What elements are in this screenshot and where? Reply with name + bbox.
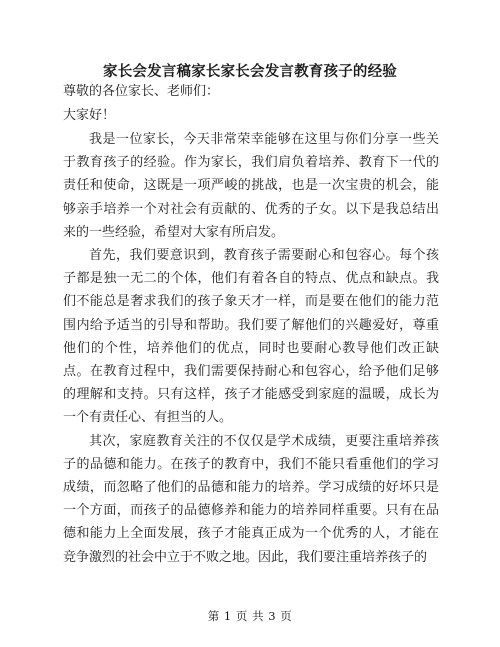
page-number-footer: 第 1 页 共 3 页	[207, 609, 293, 623]
paragraph-character: 其次，家庭教育关注的不仅仅是学术成绩，更要注重培养孩子的品德和能力。在孩子的教育中，我们不能只看重他们的学习成绩，而忽略了他们的品德和能力的培养。学习成绩的好坏只是一个方面，而孩子的品德修养和能力的培养同样重要。只有在品德和能力上全面发展，孩子才能真正成为一个优秀的人，才能在竞争激烈的社会中立于不败之地。因此，我们要注重培养孩子的	[63, 433, 439, 565]
document-body	[63, 80, 439, 569]
paragraph-intro: 我是一位家长，今天非常荣幸能够在这里与你们分享一些关于教育孩子的经验。作为家长，我们肩负着培养、教育下一代的责任和使命，这既是一项严峻的挑战，也是一次宝贵的机会，能够亲手培养一个对社会有贡献的、优秀的子女。以下是我总结出来的一些经验，希望对大家有所启发。	[63, 132, 439, 240]
paragraph-patience: 首先，我们要意识到，教育孩子需要耐心和包容心。每个孩子都是独一无二的个体，他们有着各自的特点、优点和缺点。我们不能总是奢求我们的孩子象天才一样，而是要在他们的能力范围内给予适当的引导和帮助。我们要了解他们的兴趣爱好，尊重他们的个性，培养他们的优点，同时也要耐心教导他们改正缺点。在教育过程中，我们需要保持耐心和包容心，给予他们足够的理解和支持。只有这样，孩子才能感受到家庭的温暖，成长为一个有责任心、有担当的人。	[63, 248, 439, 426]
salutation: 尊敬的各位家长、老师们：	[63, 84, 220, 99]
greeting: 大家好！	[63, 108, 116, 123]
document-title: 家长会发言稿家长家长会发言教育孩子的经验	[103, 63, 397, 80]
